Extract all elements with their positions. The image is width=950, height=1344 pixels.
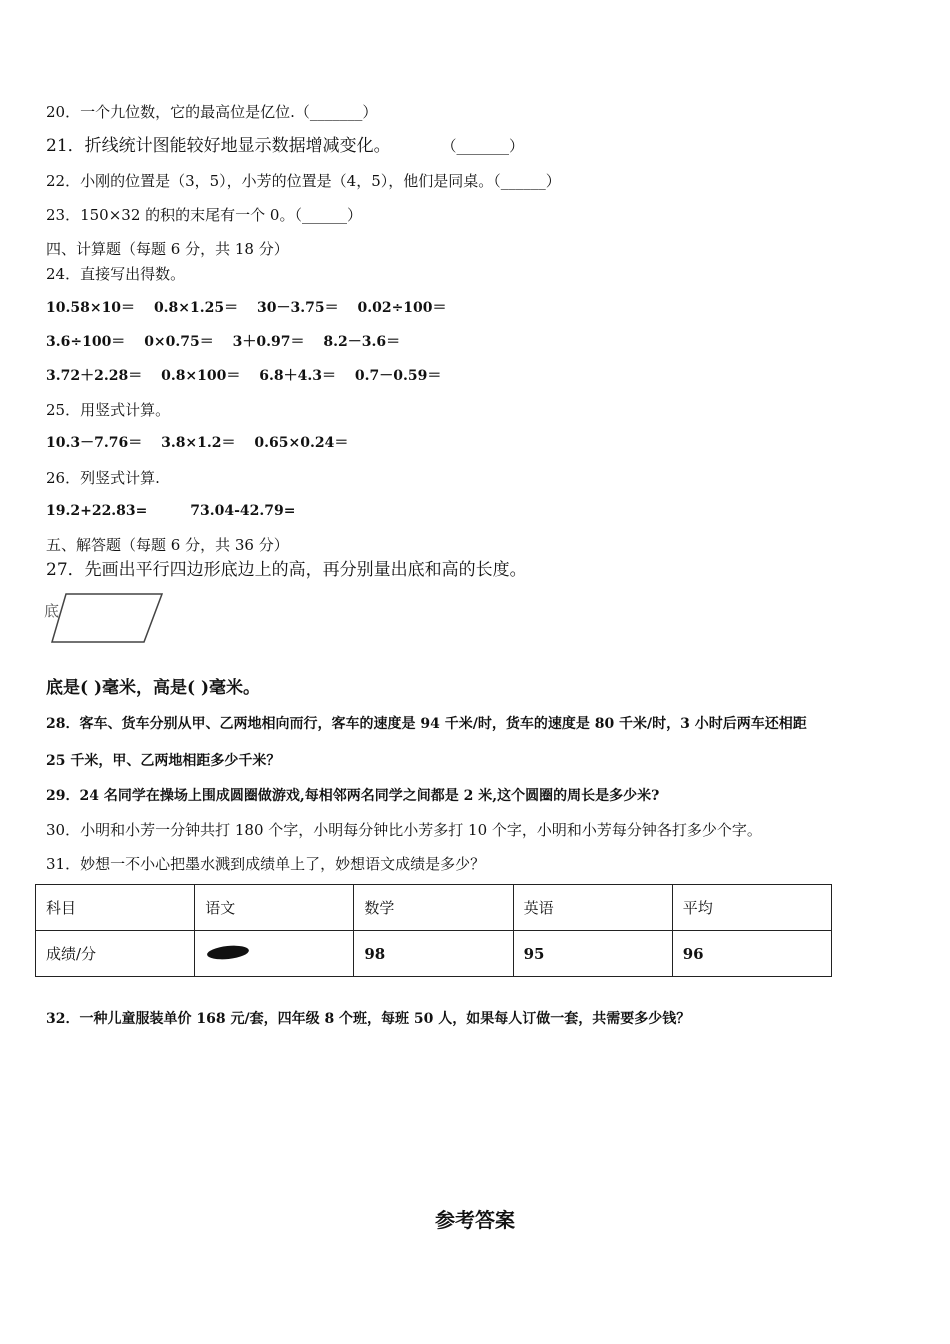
calc-item: 3.8×1.2＝ xyxy=(161,435,236,451)
calc-item: 10.58×10＝ xyxy=(46,300,136,316)
calc-item: 19.2+22.83= xyxy=(46,503,148,519)
table-header-cell: 语文 xyxy=(195,885,354,931)
question-23: 23．150×32 的积的末尾有一个 0。（______） xyxy=(46,206,362,224)
calc-item: 0.65×0.24＝ xyxy=(254,435,349,451)
calc-item: 8.2－3.6＝ xyxy=(323,334,401,350)
calc-item: 10.3－7.76＝ xyxy=(46,435,143,451)
calc-row-1 xyxy=(46,298,461,318)
parallelogram-figure xyxy=(44,592,168,644)
table-header-cell: 科目 xyxy=(36,885,195,931)
table-cell: 95 xyxy=(513,931,672,977)
question-27-answer: 底是( )毫米，高是( )毫米。 xyxy=(46,678,261,698)
calc-item: 73.04-42.79= xyxy=(190,503,296,519)
table-header-row xyxy=(36,885,832,931)
ink-splatter-cell xyxy=(195,931,354,977)
question-21-blank: （_______） xyxy=(441,137,524,155)
question-31: 31．妙想一不小心把墨水溅到成绩单上了，妙想语文成绩是多少？ xyxy=(46,855,486,873)
q26-items xyxy=(46,501,310,521)
parallelogram-svg xyxy=(44,592,168,644)
table-cell: 98 xyxy=(354,931,513,977)
table-cell: 96 xyxy=(672,931,831,977)
calc-row-2 xyxy=(46,332,414,352)
question-26: 26．列竖式计算. xyxy=(46,469,160,487)
question-28-line-2: 25 千米，甲、乙两地相距多少千米？ xyxy=(46,753,281,769)
score-table xyxy=(35,884,832,977)
calc-item: 0.02÷100＝ xyxy=(357,300,447,316)
table-header-cell: 数学 xyxy=(354,885,513,931)
calc-item: 6.8＋4.3＝ xyxy=(259,368,336,384)
question-21-text: 21．折线统计图能较好地显示数据增减变化。 xyxy=(46,136,391,156)
question-22: 22．小刚的位置是（3，5），小芳的位置是（4，5），他们是同桌。（______） xyxy=(46,172,561,190)
answer-section-title: 参考答案 xyxy=(435,1208,515,1232)
calc-item: 30－3.75＝ xyxy=(257,300,339,316)
section-5-heading: 五、解答题（每题 6 分，共 36 分） xyxy=(46,536,289,554)
question-29: 29．24 名同学在操场上围成圆圈做游戏,每相邻两名同学之间都是 2 米,这个圆圈的周长是多少米? xyxy=(46,788,660,804)
table-header-cell: 英语 xyxy=(513,885,672,931)
question-27: 27．先画出平行四边形底边上的高，再分别量出底和高的长度。 xyxy=(46,560,527,580)
calc-item: 3.6÷100＝ xyxy=(46,334,126,350)
question-32: 32．一种儿童服装单价 168 元/套，四年级 8 个班，每班 50 人，如果每人订做一套，共需要多少钱？ xyxy=(46,1011,691,1027)
question-21 xyxy=(46,136,524,156)
calc-item: 0.7－0.59＝ xyxy=(354,368,442,384)
calc-item: 3＋0.97＝ xyxy=(232,334,305,350)
calc-item: 0×0.75＝ xyxy=(144,334,214,350)
question-30: 30．小明和小芳一分钟共打 180 个字，小明每分钟比小芳多打 10 个字，小明和小芳每分钟各打多少个字。 xyxy=(46,821,762,839)
figure-label-base: 底 xyxy=(44,602,60,620)
q25-items xyxy=(46,433,362,453)
table-header-cell: 平均 xyxy=(672,885,831,931)
question-24: 24．直接写出得数。 xyxy=(46,265,186,283)
calc-item: 0.8×100＝ xyxy=(161,368,241,384)
question-25: 25．用竖式计算。 xyxy=(46,401,171,419)
ink-blot-icon xyxy=(207,943,250,960)
calc-item: 3.72＋2.28＝ xyxy=(46,368,143,384)
question-20: 20．一个九位数，它的最高位是亿位.（_______） xyxy=(46,103,378,121)
section-4-heading: 四、计算题（每题 6 分，共 18 分） xyxy=(46,240,289,258)
calc-item: 0.8×1.25＝ xyxy=(153,300,239,316)
question-28-line-1: 28．客车、货车分别从甲、乙两地相向而行，客车的速度是 94 千米/时，货车的速度是 80 千米/时，3 小时后两车还相距 xyxy=(46,716,807,732)
table-row xyxy=(36,931,832,977)
parallelogram-shape xyxy=(52,594,162,642)
calc-row-3 xyxy=(46,366,455,386)
table-row-label: 成绩/分 xyxy=(36,931,195,977)
